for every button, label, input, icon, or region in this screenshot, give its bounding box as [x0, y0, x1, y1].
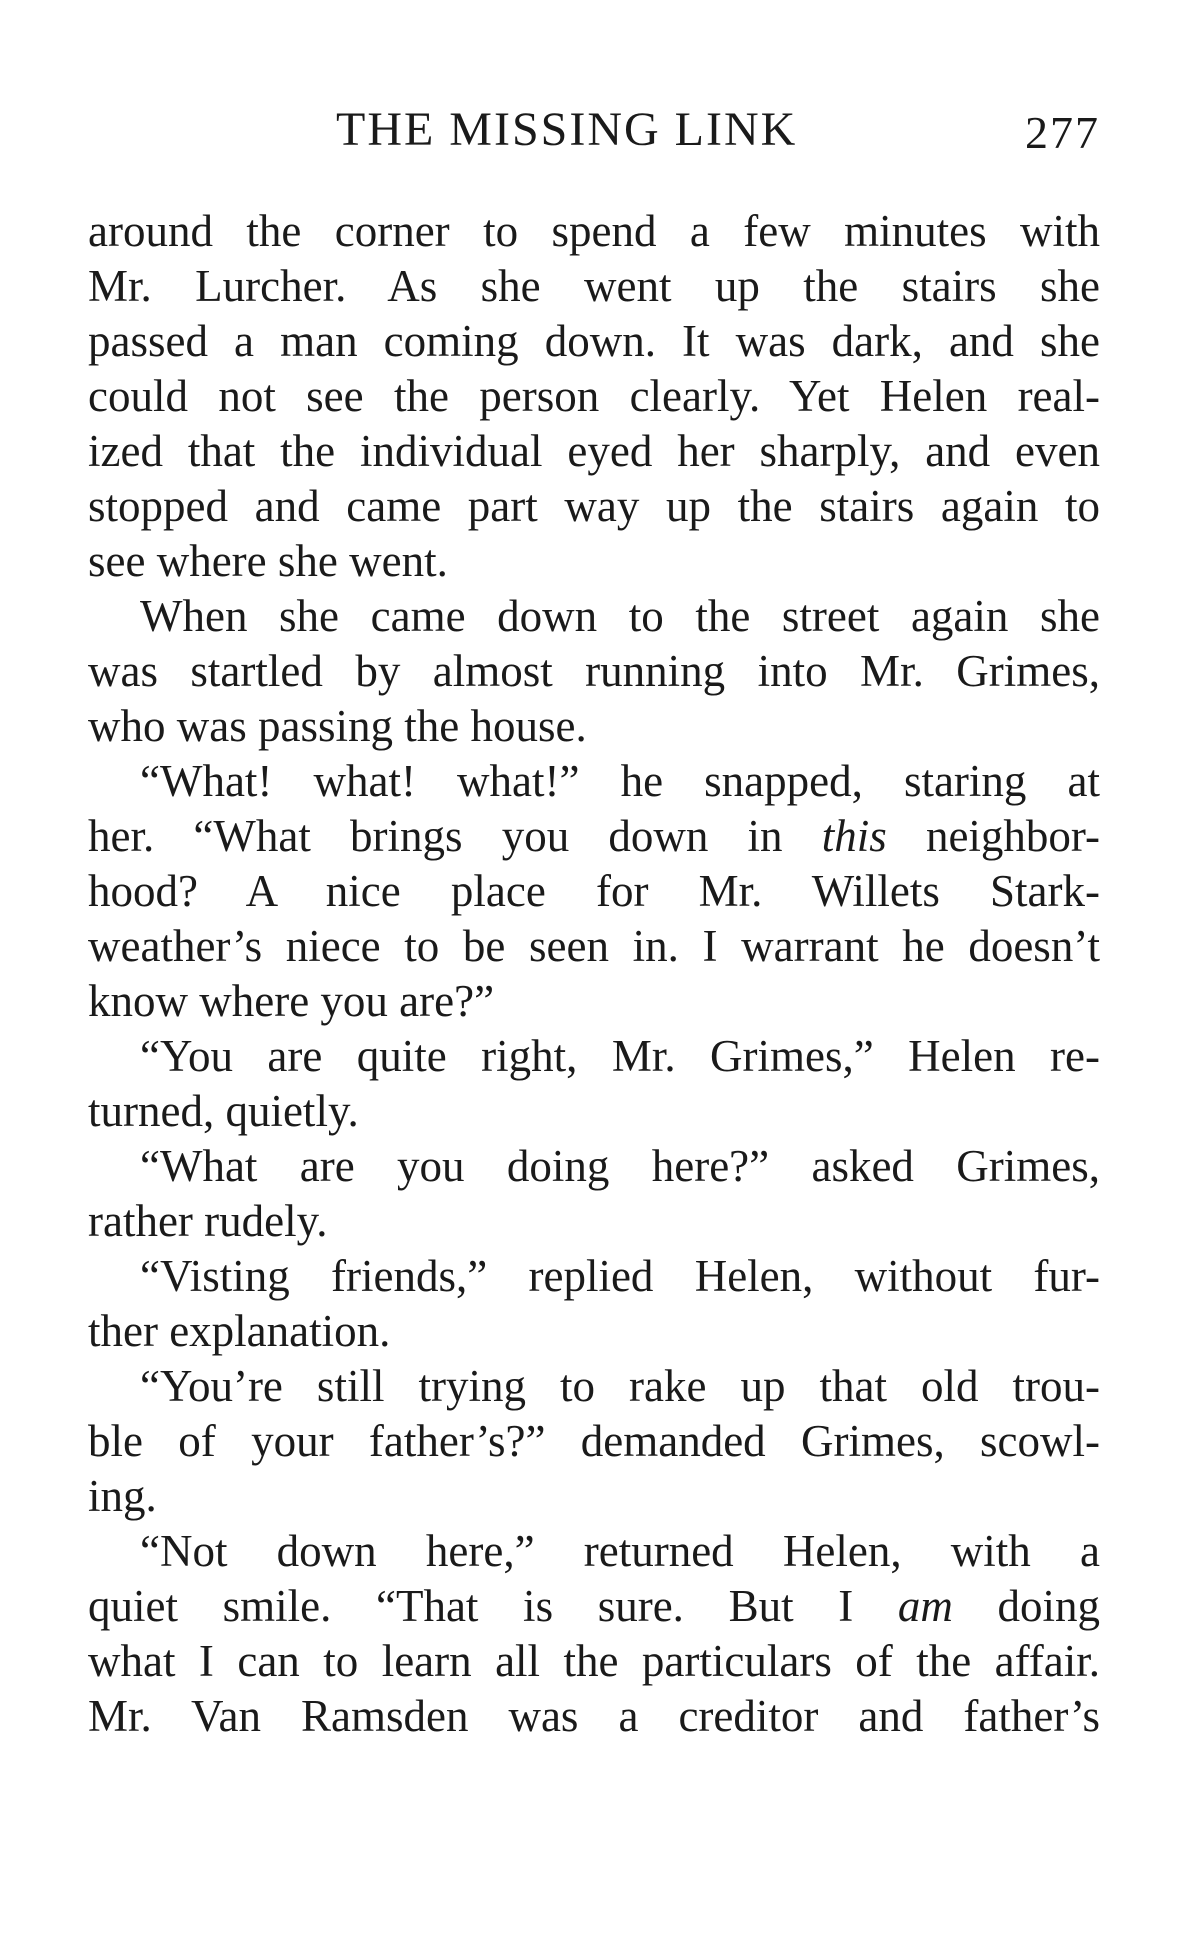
- page-number: 277: [1025, 107, 1100, 158]
- text-line: stopped and came part way up the stairs again to: [88, 481, 1100, 531]
- body-text: [88, 204, 1100, 1744]
- text-line: was startled by almost running into Mr. Grimes,: [88, 646, 1100, 696]
- text-line: weather’s niece to be seen in. I warrant he doesn’t: [88, 921, 1100, 971]
- text-line: her. “What brings you down in this neighbor-: [88, 811, 1100, 861]
- text-line: hood? A nice place for Mr. Willets Stark-: [88, 866, 1100, 916]
- text-line: ized that the individual eyed her sharply, and even: [88, 426, 1100, 476]
- text-line: see where she went.: [88, 536, 448, 586]
- text-line: “Visting friends,” replied Helen, without fur-: [140, 1251, 1100, 1301]
- text-line: turned, quietly.: [88, 1086, 359, 1136]
- text-line: around the corner to spend a few minutes with: [88, 206, 1100, 256]
- text-line: ther explanation.: [88, 1306, 391, 1356]
- text-line: “Not down here,” returned Helen, with a: [140, 1526, 1100, 1576]
- text-line: “What are you doing here?” asked Grimes,: [140, 1141, 1100, 1191]
- text-line: “What! what! what!” he snapped, staring at: [140, 756, 1100, 806]
- text-line: When she came down to the street again she: [140, 591, 1100, 641]
- text-line: who was passing the house.: [88, 701, 587, 751]
- text-line: “You are quite right, Mr. Grimes,” Helen re-: [140, 1031, 1100, 1081]
- text-line: could not see the person clearly. Yet Helen real-: [88, 371, 1100, 421]
- text-line: rather rudely.: [88, 1196, 328, 1246]
- page-header: [88, 102, 1100, 162]
- text-line: passed a man coming down. It was dark, and she: [88, 316, 1100, 366]
- text-line: quiet smile. “That is sure. But I am doing: [88, 1581, 1100, 1631]
- text-line: what I can to learn all the particulars of the affair.: [88, 1636, 1100, 1686]
- text-line: know where you are?”: [88, 976, 495, 1026]
- running-head: THE MISSING LINK: [336, 103, 798, 156]
- text-line: Mr. Van Ramsden was a creditor and father’s: [88, 1691, 1100, 1741]
- text-line: “You’re still trying to rake up that old trou-: [140, 1361, 1100, 1411]
- text-line: ing.: [88, 1471, 157, 1521]
- text-line: Mr. Lurcher. As she went up the stairs she: [88, 261, 1100, 311]
- text-line: ble of your father’s?” demanded Grimes, scowl-: [88, 1416, 1100, 1466]
